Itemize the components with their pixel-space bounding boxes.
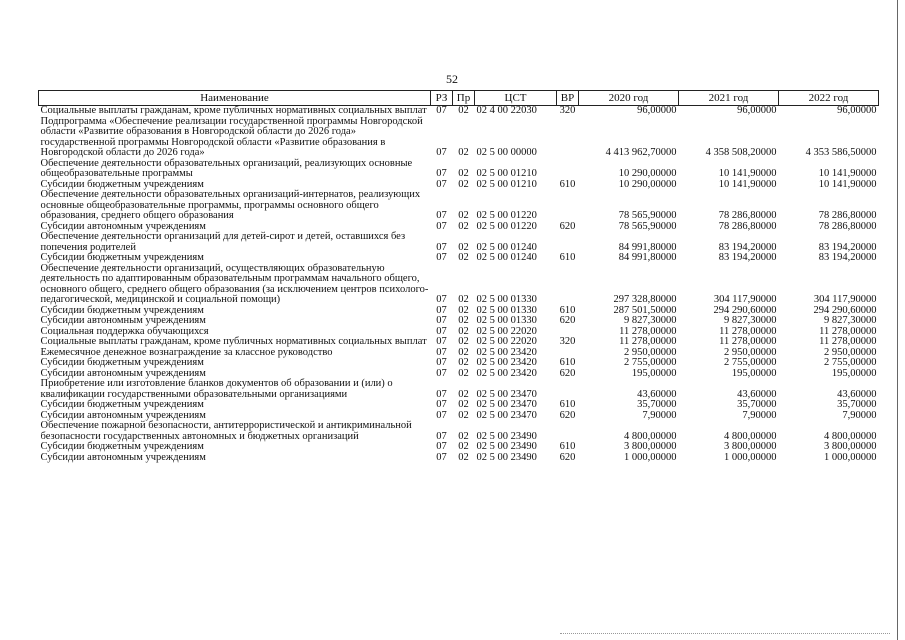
row-cst: 02 5 00 23490 <box>476 441 537 452</box>
row-cst: 02 5 00 23420 <box>476 367 537 379</box>
row-cst: 02 5 00 22020 <box>476 336 537 347</box>
row-vr: 320 <box>559 105 576 116</box>
row-amount-2020: 78 565,90000 <box>618 210 677 221</box>
row-amount-2020: 78 565,90000 <box>618 220 677 232</box>
row-amount-2022: 83 194,20000 <box>818 241 877 253</box>
row-rz: 07 <box>436 409 447 421</box>
header-vr: ВР <box>557 91 579 106</box>
row-amount-2020: 11 278,00000 <box>619 336 677 347</box>
table-row <box>39 337 879 348</box>
row-pr: 02 <box>458 168 469 179</box>
row-amount-2022: 83 194,20000 <box>818 252 877 263</box>
row-vr: 620 <box>559 409 576 421</box>
row-rz: 07 <box>436 178 447 190</box>
row-amount-2020: 84 991,80000 <box>618 241 677 253</box>
table-body <box>39 106 879 464</box>
table-row <box>39 232 879 253</box>
row-amount-2021: 294 290,60000 <box>713 304 777 316</box>
row-amount-2022: 2 755,00000 <box>824 357 877 368</box>
row-name: Ежемесячное денежное вознаграждение за классное руководство <box>40 346 333 358</box>
row-amount-2020: 3 800,00000 <box>624 441 677 452</box>
row-cst: 02 5 00 23470 <box>476 399 537 410</box>
table-row <box>39 379 879 400</box>
row-name: Субсидии бюджетным учреждениям <box>40 178 204 190</box>
row-vr: 610 <box>559 357 576 368</box>
row-amount-2021: 10 141,90000 <box>718 178 777 190</box>
table-row <box>39 117 879 159</box>
row-vr <box>557 232 579 253</box>
row-rz: 07 <box>436 304 447 316</box>
row-pr: 02 <box>458 220 469 232</box>
row-amount-2021: 3 800,00000 <box>724 441 777 452</box>
row-vr: 610 <box>559 178 576 190</box>
row-pr: 02 <box>458 336 469 347</box>
row-amount-2022: 78 286,80000 <box>818 220 877 232</box>
row-amount-2022: 11 278,00000 <box>819 336 877 347</box>
row-name: Субсидии автономным учреждениям <box>40 367 206 379</box>
row-vr <box>557 264 579 306</box>
row-rz: 07 <box>436 241 447 253</box>
row-pr: 02 <box>458 367 469 379</box>
row-name: Обеспечение деятельности организаций, осуществляющих образовательную деятельность по адаптированным образовательным программам начального общего, основного общего, среднего общего образования (за исключением центров психолого-педагогической, медицинской и социальной помощи) <box>40 262 429 305</box>
row-amount-2020: 10 290,00000 <box>618 168 677 179</box>
row-rz: 07 <box>436 430 447 442</box>
row-vr: 620 <box>559 367 576 379</box>
row-pr: 02 <box>458 315 469 326</box>
row-cst: 02 5 00 00000 <box>476 147 537 158</box>
row-pr: 02 <box>458 304 469 316</box>
row-amount-2020: 4 413 962,70000 <box>605 147 677 158</box>
row-cst: 02 5 00 01220 <box>476 220 537 232</box>
row-pr: 02 <box>458 178 469 190</box>
row-cst: 02 5 00 23490 <box>476 430 537 442</box>
row-name: Субсидии бюджетным учреждениям <box>40 357 204 368</box>
row-amount-2021: 195,00000 <box>731 367 777 379</box>
row-pr: 02 <box>458 147 469 158</box>
scan-noise <box>560 633 890 638</box>
table-row <box>39 264 879 306</box>
row-amount-2021: 96,00000 <box>737 105 777 116</box>
row-amount-2020: 195,00000 <box>631 367 677 379</box>
header-2020: 2020 год <box>579 91 679 106</box>
row-name: Подпрограмма «Обеспечение реализации государственной программы Новгородской области «Развитие образования в Новгородской области до 2026 года» государственной программы Новгородской области «Развитие образования в Новгородской области до 2026 года» <box>40 115 423 158</box>
row-vr: 610 <box>559 252 576 263</box>
row-amount-2022: 7,90000 <box>842 409 877 421</box>
row-vr: 610 <box>559 441 576 452</box>
row-pr: 02 <box>458 451 469 463</box>
row-name: Обеспечение пожарной безопасности, антитеррористической и антикриминальной безопасности государственных автономных и бюджетных организаций <box>40 420 412 442</box>
row-pr: 02 <box>458 294 469 305</box>
row-cst: 02 5 00 01330 <box>476 294 537 305</box>
header-2021: 2021 год <box>679 91 779 106</box>
row-amount-2021: 9 827,30000 <box>724 315 777 326</box>
row-cst: 02 5 00 01330 <box>476 304 537 316</box>
row-amount-2020: 11 278,00000 <box>619 325 677 337</box>
page-number: 52 <box>446 72 458 86</box>
row-pr: 02 <box>458 430 469 442</box>
row-amount-2020: 4 800,00000 <box>624 430 677 442</box>
row-name: Субсидии автономным учреждениям <box>40 451 206 463</box>
row-amount-2020: 2 755,00000 <box>624 357 677 368</box>
row-amount-2022: 4 353 586,50000 <box>805 147 877 158</box>
row-amount-2020: 287 501,50000 <box>613 304 677 316</box>
table-row <box>39 400 879 411</box>
row-name: Обеспечение деятельности организаций для детей-сирот и детей, оставшихся без попечения родителей <box>40 231 406 253</box>
row-pr: 02 <box>458 346 469 358</box>
header-rz: РЗ <box>431 91 453 106</box>
table-row <box>39 253 879 264</box>
row-vr <box>557 379 579 400</box>
row-amount-2021: 78 286,80000 <box>718 210 777 221</box>
row-name: Субсидии бюджетным учреждениям <box>40 441 204 452</box>
row-vr <box>557 117 579 159</box>
row-amount-2022: 3 800,00000 <box>824 441 877 452</box>
row-name: Субсидии бюджетным учреждениям <box>40 399 204 410</box>
row-rz: 07 <box>436 294 447 305</box>
row-rz: 07 <box>436 336 447 347</box>
row-cst: 02 5 00 01220 <box>476 210 537 221</box>
row-rz: 07 <box>436 252 447 263</box>
table-row <box>39 106 879 117</box>
row-name: Субсидии автономным учреждениям <box>40 315 206 326</box>
table-row <box>39 421 879 442</box>
row-amount-2021: 35,70000 <box>737 399 777 410</box>
row-cst: 02 5 00 23490 <box>476 451 537 463</box>
row-cst: 02 5 00 23470 <box>476 388 537 400</box>
row-rz: 07 <box>436 168 447 179</box>
row-amount-2020: 43,60000 <box>637 388 677 400</box>
row-vr: 320 <box>559 336 576 347</box>
row-amount-2022: 9 827,30000 <box>824 315 877 326</box>
row-amount-2022: 195,00000 <box>831 367 877 379</box>
table-row <box>39 358 879 369</box>
row-vr <box>557 159 579 180</box>
header-2022: 2022 год <box>779 91 879 106</box>
row-amount-2022: 4 800,00000 <box>824 430 877 442</box>
row-pr: 02 <box>458 388 469 400</box>
row-amount-2022: 96,00000 <box>837 105 877 116</box>
row-cst: 02 5 00 01210 <box>476 178 537 190</box>
row-amount-2022: 304 117,90000 <box>813 294 877 305</box>
row-amount-2020: 35,70000 <box>637 399 677 410</box>
row-amount-2021: 83 194,20000 <box>718 252 777 263</box>
row-amount-2022: 10 141,90000 <box>818 168 877 179</box>
row-pr: 02 <box>458 357 469 368</box>
row-amount-2020: 1 000,00000 <box>624 451 677 463</box>
row-name: Обеспечение деятельности образовательных организаций, реализующих основные общеобразовательные программы <box>40 157 413 179</box>
row-vr <box>557 190 579 222</box>
budget-table <box>38 90 879 463</box>
row-pr: 02 <box>458 241 469 253</box>
row-amount-2021: 43,60000 <box>737 388 777 400</box>
row-rz: 07 <box>436 357 447 368</box>
row-amount-2021: 2 950,00000 <box>724 346 777 358</box>
row-vr <box>557 421 579 442</box>
row-rz: 07 <box>436 441 447 452</box>
row-pr: 02 <box>458 441 469 452</box>
row-amount-2022: 43,60000 <box>837 388 877 400</box>
row-amount-2021: 7,90000 <box>742 409 777 421</box>
row-amount-2020: 2 950,00000 <box>624 346 677 358</box>
row-cst: 02 4 00 22030 <box>476 105 537 116</box>
table-row <box>39 453 879 464</box>
row-amount-2021: 10 141,90000 <box>718 168 777 179</box>
row-name: Социальные выплаты гражданам, кроме публичных нормативных социальных выплат <box>40 105 427 116</box>
row-pr: 02 <box>458 252 469 263</box>
row-cst: 02 5 00 22020 <box>476 325 537 337</box>
row-amount-2022: 10 141,90000 <box>818 178 877 190</box>
row-amount-2021: 78 286,80000 <box>718 220 777 232</box>
row-name: Субсидии бюджетным учреждениям <box>40 304 204 316</box>
row-rz: 07 <box>436 147 447 158</box>
row-vr: 620 <box>559 220 576 232</box>
row-name: Субсидии автономным учреждениям <box>40 220 206 232</box>
row-rz: 07 <box>436 210 447 221</box>
row-amount-2022: 11 278,00000 <box>819 325 877 337</box>
row-amount-2020: 96,00000 <box>637 105 677 116</box>
row-rz: 07 <box>436 399 447 410</box>
table-row <box>39 190 879 222</box>
row-vr: 610 <box>559 304 576 316</box>
row-cst: 02 5 00 01330 <box>476 315 537 326</box>
table-row <box>39 316 879 327</box>
header-pr: Пр <box>453 91 475 106</box>
row-rz: 07 <box>436 105 447 116</box>
header-name: Наименование <box>39 91 431 106</box>
row-amount-2022: 2 950,00000 <box>824 346 877 358</box>
table-header-row <box>39 91 879 106</box>
row-amount-2022: 1 000,00000 <box>824 451 877 463</box>
scan-edge-line <box>897 0 898 640</box>
row-amount-2021: 4 358 508,20000 <box>705 147 777 158</box>
row-pr: 02 <box>458 325 469 337</box>
row-amount-2021: 304 117,90000 <box>713 294 777 305</box>
row-vr: 620 <box>559 451 576 463</box>
row-amount-2021: 83 194,20000 <box>718 241 777 253</box>
row-amount-2022: 35,70000 <box>837 399 877 410</box>
row-rz: 07 <box>436 367 447 379</box>
row-amount-2021: 4 800,00000 <box>724 430 777 442</box>
row-name: Субсидии бюджетным учреждениям <box>40 252 204 263</box>
row-amount-2021: 2 755,00000 <box>724 357 777 368</box>
row-amount-2020: 7,90000 <box>642 409 677 421</box>
row-cst: 02 5 00 01210 <box>476 168 537 179</box>
row-amount-2021: 11 278,00000 <box>719 336 777 347</box>
row-name: Обеспечение деятельности образовательных организаций-интернатов, реализующих основные общеобразовательные программы, программы основного общего образования, среднего общего образования <box>40 189 421 221</box>
row-amount-2020: 297 328,80000 <box>613 294 677 305</box>
row-amount-2020: 10 290,00000 <box>618 178 677 190</box>
row-rz: 07 <box>436 388 447 400</box>
row-cst: 02 5 00 23420 <box>476 346 537 358</box>
table-row <box>39 442 879 453</box>
row-amount-2022: 294 290,60000 <box>813 304 877 316</box>
row-amount-2021: 1 000,00000 <box>724 451 777 463</box>
row-cst: 02 5 00 01240 <box>476 241 537 253</box>
row-rz: 07 <box>436 315 447 326</box>
row-pr: 02 <box>458 210 469 221</box>
header-cst: ЦСТ <box>475 91 557 106</box>
row-cst: 02 5 00 01240 <box>476 252 537 263</box>
row-amount-2022: 78 286,80000 <box>818 210 877 221</box>
table-row <box>39 159 879 180</box>
row-vr: 610 <box>559 399 576 410</box>
row-cst: 02 5 00 23470 <box>476 409 537 421</box>
row-amount-2020: 84 991,80000 <box>618 252 677 263</box>
row-name: Социальные выплаты гражданам, кроме публичных нормативных социальных выплат <box>40 336 427 347</box>
row-rz: 07 <box>436 346 447 358</box>
row-rz: 07 <box>436 325 447 337</box>
row-name: Социальная поддержка обучающихся <box>40 325 209 337</box>
row-rz: 07 <box>436 220 447 232</box>
row-name: Приобретение или изготовление бланков документов об образовании и (или) о квалификации государственными образовательными организациями <box>40 378 393 400</box>
row-vr: 620 <box>559 315 576 326</box>
row-pr: 02 <box>458 105 469 116</box>
row-pr: 02 <box>458 409 469 421</box>
row-rz: 07 <box>436 451 447 463</box>
row-amount-2020: 9 827,30000 <box>624 315 677 326</box>
row-cst: 02 5 00 23420 <box>476 357 537 368</box>
row-name: Субсидии автономным учреждениям <box>40 409 206 421</box>
row-amount-2021: 11 278,00000 <box>719 325 777 337</box>
row-pr: 02 <box>458 399 469 410</box>
